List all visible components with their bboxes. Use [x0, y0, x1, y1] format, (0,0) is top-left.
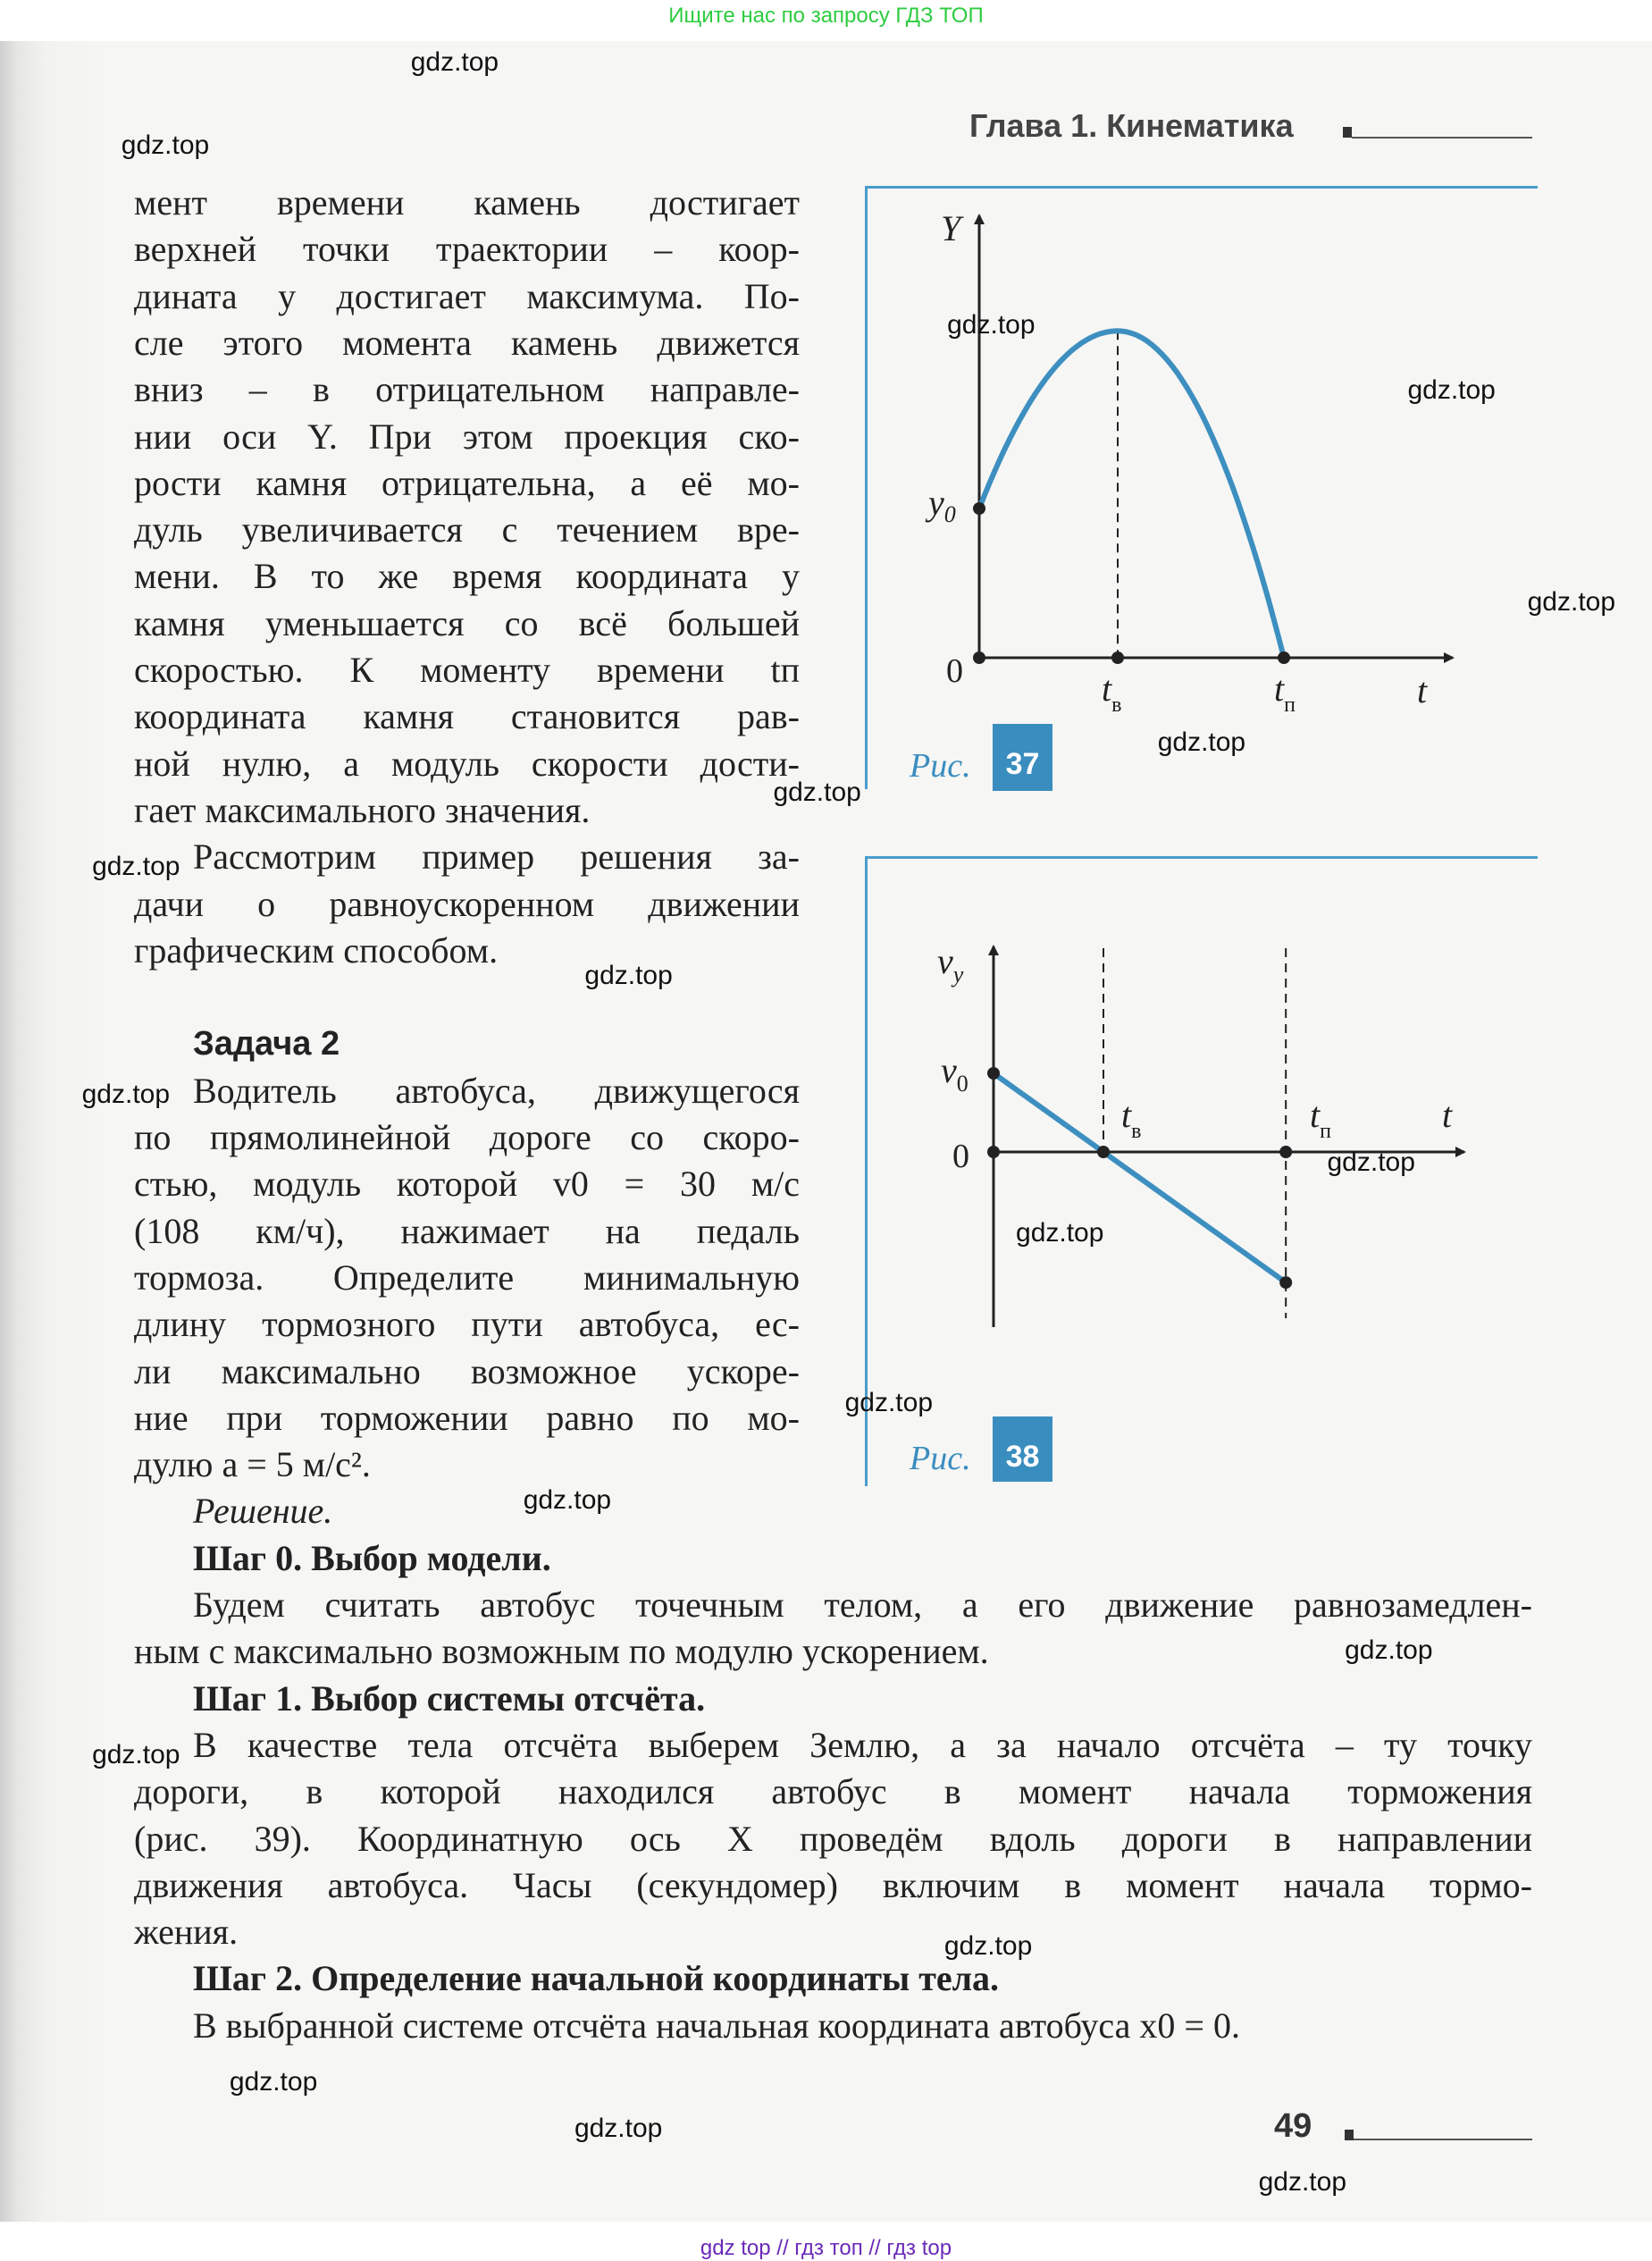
tp-point [1278, 651, 1290, 664]
y0-label: $y_0$ [928, 483, 956, 527]
watermark: gdz.top [574, 2114, 663, 2144]
text-line: камня уменьшается со всё большей [134, 602, 800, 643]
section-heading: Шаг 1. Выбор системы отсчёта. [193, 1677, 706, 1719]
text-line: ние при торможении равно по мо- [134, 1397, 800, 1438]
text-line: Водитель автобуса, движущегося [193, 1070, 800, 1111]
text-line: графическим способом. [134, 929, 499, 971]
text-line: Будем считать автобус точечным телом, а его движение равнозамедлен- [193, 1584, 1532, 1625]
text-line: дулю a = 5 м/с². [134, 1444, 371, 1485]
y-axis-label: Y [941, 208, 961, 248]
tv-point [1097, 1146, 1110, 1158]
v-axis-label: $v_y$ [937, 941, 964, 988]
text-line: рости камня отрицательна, а её мо- [134, 462, 800, 503]
v0-label: $v_0$ [941, 1050, 969, 1097]
text-line: дороги, в которой находился автобус в момент начала торможения [134, 1771, 1532, 1812]
origin-label: 0 [952, 1138, 969, 1175]
text-line: вниз – в отрицательном направле- [134, 369, 800, 410]
text-line: В выбранной системе отсчёта начальная координата автобуса x0 = 0. [193, 2005, 1240, 2046]
tick-label-tv: $t_в$ [1121, 1095, 1142, 1143]
watermark: gdz.top [1157, 727, 1246, 757]
text-line: дуль увеличивается с течением вре- [134, 509, 800, 551]
figure-37 [865, 186, 1538, 789]
text-line: сле этого момента камень движется [134, 322, 800, 363]
figure-37-number: 37 [993, 724, 1052, 791]
watermark: gdz.top [584, 960, 673, 990]
watermark: gdz.top [943, 1930, 1033, 1961]
text-line: ным с максимально возможным по модулю ускорением. [134, 1631, 989, 1672]
header-marker [1343, 127, 1352, 138]
watermark: gdz.top [1258, 2167, 1347, 2198]
origin-point [987, 1146, 1000, 1158]
tick-label-tv: $t_в$ [1102, 668, 1122, 717]
y0-point [973, 502, 985, 515]
watermark: gdz.top [1345, 1635, 1433, 1666]
header-rule [1352, 137, 1532, 139]
text-line: (108 км/ч), нажимает на педаль [134, 1210, 800, 1251]
page-number-rule [1354, 2139, 1532, 2140]
text-line: дината y достигает максимума. По- [134, 275, 800, 316]
text-line: Решение. [193, 1491, 333, 1532]
chapter-header: Глава 1. Кинематика [969, 107, 1294, 144]
text-line: (рис. 39). Координатную ось X проведём вдоль дороги в направлении [134, 1818, 1532, 1859]
watermark: gdz.top [1327, 1147, 1415, 1177]
section-heading: Шаг 2. Определение начальной координаты тела. [193, 1958, 1000, 1999]
page-number: 49 [1274, 2107, 1312, 2145]
text-line [134, 974, 800, 1021]
watermark: gdz.top [410, 47, 499, 78]
text-line: Рассмотрим пример решения за- [193, 836, 800, 878]
watermark: gdz.top [773, 777, 861, 808]
end-point [1279, 1276, 1292, 1289]
text-line: ной нулю, а модуль скорости дости- [134, 743, 800, 784]
watermark: gdz.top [229, 2067, 318, 2097]
text-line: координата камня становится рав- [134, 696, 800, 737]
watermark: gdz.top [81, 1079, 171, 1109]
text-line: движения автобуса. Часы (секундомер) включим в момент начала тормо- [134, 1864, 1532, 1905]
trajectory-curve [979, 331, 1284, 658]
figure-38 [865, 856, 1538, 1486]
text-line: мени. В то же время координата y [134, 556, 800, 597]
text-line: стью, модуль которой v0 = 30 м/с [134, 1164, 800, 1205]
page-number-marker [1345, 2130, 1354, 2140]
watermark: gdz.top [1016, 1218, 1104, 1248]
tp-point [1279, 1146, 1292, 1158]
watermark: gdz.top [523, 1484, 612, 1515]
text-line: по прямолинейной дороге со скоро- [134, 1117, 800, 1157]
text-line: тормоза. Определите минимальную [134, 1257, 800, 1298]
text-line: скоростью. К моменту времени tп [134, 650, 800, 690]
watermark: gdz.top [121, 130, 210, 160]
t-axis-label: t [1417, 670, 1428, 710]
v0-point [987, 1067, 1000, 1080]
watermark: gdz.top [947, 309, 1036, 340]
text-line: гает максимального значения. [134, 789, 591, 830]
watermark: gdz.top [844, 1387, 934, 1417]
watermark: gdz.top [1527, 586, 1616, 617]
t-axis-label: t [1442, 1095, 1453, 1135]
origin-label: 0 [946, 652, 963, 690]
tick-label-tp: $t_п$ [1310, 1095, 1331, 1143]
watermark: gdz.top [1407, 374, 1496, 405]
text-line: ли максимально возможное ускоре- [134, 1350, 800, 1391]
figure-38-caption: Рис. [910, 1440, 971, 1477]
chart-coordinate-vs-time [868, 189, 1538, 792]
tv-point [1111, 651, 1124, 664]
origin-point [973, 651, 985, 664]
text-line: дачи о равноускоренном движении [134, 883, 800, 924]
chart-velocity-vs-time [868, 859, 1538, 1486]
text-line: нии оси Y. При этом проекция ско- [134, 416, 800, 457]
search-banner[interactable]: Ищите нас по запросу ГДЗ ТОП [668, 4, 984, 28]
footer-links[interactable]: gdz top // гдз топ // гдз top [700, 2236, 952, 2260]
section-heading: Задача 2 [193, 1025, 340, 1063]
tick-label-tp: $t_п$ [1274, 668, 1296, 717]
watermark: gdz.top [92, 852, 180, 882]
text-line: длину тормозного пути автобуса, ес- [134, 1304, 800, 1345]
figure-38-number: 38 [993, 1416, 1052, 1482]
text-line: мент времени камень достигает [134, 182, 800, 223]
section-heading: Шаг 0. Выбор модели. [193, 1537, 551, 1578]
text-line: В качестве тела отсчёта выберем Землю, а за начало отсчёта – ту точку [193, 1724, 1532, 1765]
velocity-line [994, 1073, 1286, 1282]
figure-37-caption: Рис. [910, 747, 971, 785]
text-line: верхней точки траектории – коор- [134, 229, 800, 270]
watermark: gdz.top [92, 1739, 180, 1769]
text-line: жения. [134, 1912, 239, 1953]
